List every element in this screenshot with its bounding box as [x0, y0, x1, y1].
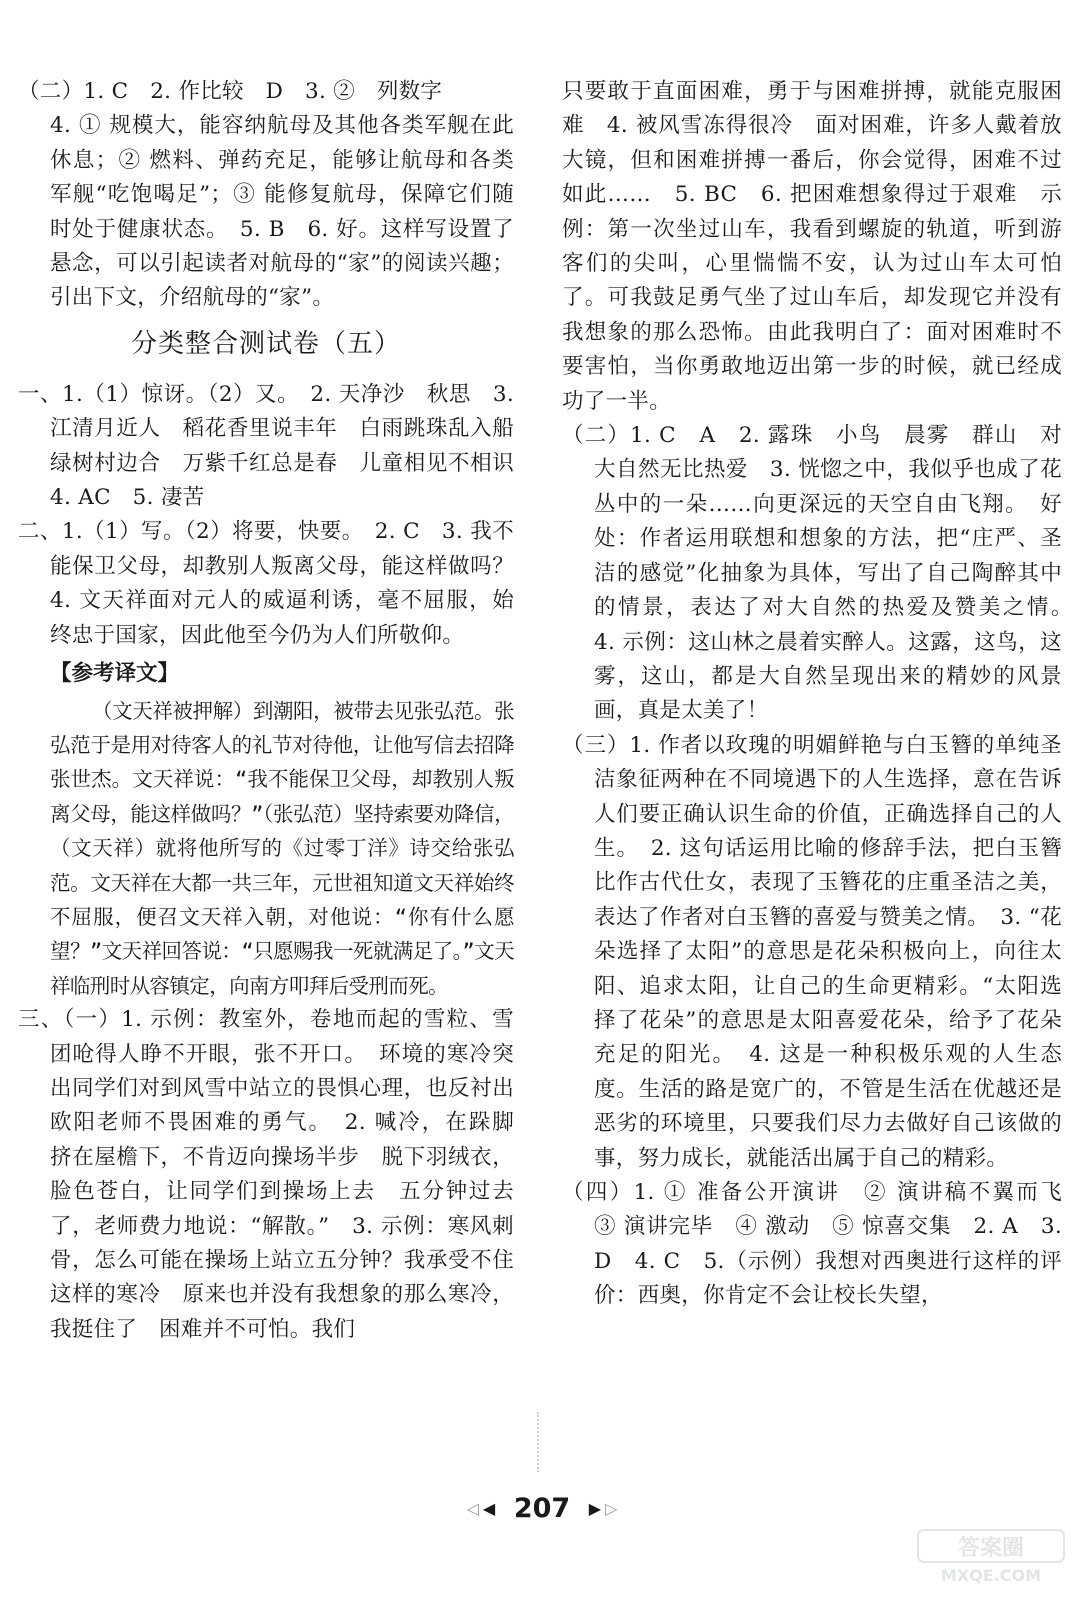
next-arrow-light-icon: ▷ — [605, 1498, 618, 1518]
right-column — [562, 75, 1084, 1314]
answer-paragraph: 4. ① 规模大，能容纳航母及其他各类军舰在此休息；② 燃料、弹药充足，能够让航母和各类军舰“吃饱喝足”；③ 能修复航母，保障它们随时处于健康状态。 5. B 6. 好。这样写设置了悬念，可以引起读者对航母的“家”的阅读兴趣；引出下文，介绍航母的“家”。 — [50, 113, 514, 311]
left-column — [18, 75, 536, 1347]
watermark-top-text: 答案圈 — [957, 1536, 1025, 1561]
answer-line: （二）1. C 2. 作比较 D 3. ② 列数字 — [18, 79, 443, 104]
answer-part-two: 二、1.（1）写。（2）将要，快要。 2. C 3. 我不能保卫父母，却教别人叛离父母，能这样做吗？ 4. 文天祥面对元人的威逼利诱，毫不屈服，始终忠于国家，因此他至今仍为人们所敬仰。 — [18, 519, 536, 648]
section-title: 分类整合测试卷（五） — [130, 328, 401, 359]
reference-translation-heading: 【参考译文】 — [50, 661, 180, 687]
next-arrow-icon: ▶ — [588, 1498, 602, 1518]
page-footer — [0, 1488, 1084, 1528]
page-number: 207 — [513, 1492, 571, 1524]
watermark-bottom-text: MXQE.COM — [940, 1566, 1042, 1585]
reference-translation — [18, 694, 514, 1004]
answer-part-one: 一、1.（1）惊讶。（2）又。 2. 天净沙 秋思 3. 江清月近人 稻花香里说丰年 白雨跳珠乱入船 绿树村边合 万紫千红总是春 儿童相见不相识 4. AC 5. 凄苦 — [18, 381, 536, 511]
answer-part-three: 三、（一）1. 示例：教室外，卷地而起的雪粒、雪团呛得人睁不开眼，张不开口。 环境的寒冷突出同学们对到风雪中站立的畏惧心理，也反衬出欧阳老师不畏困难的勇气。 2. 喊冷，在跺脚 挤在屋檐下，不肯迈向操场半步 脱下羽绒衣，脸色苍白，让同学们到操场上去 五分钟过去了，老师费力地说：“解散。” 3. 示例：寒风刺骨，怎么可能在操场上站立五分钟？我承受不住这样的寒冷 原来也并没有我想象的那么寒冷，我挺住了 困难并不可怕。我们 — [18, 1007, 536, 1342]
answer-subsection-two: （二）1. C A 2. 露珠 小鸟 晨雾 群山 对大自然无比热爱 3. 恍惚之中，我似乎也成了花丛中的一朵……向更深远的天空自由飞翔。 好处：作者运用联想和想象的方法，把“庄严、圣洁的感觉”化抽象为具体，写出了自己陶醉其中的情景，表达了对大自然的热爱及赞美之情。 4. 示例：这山林之晨着实醉人。这露，这鸟，这雾，这山，都是大自然呈现出来的精妙的风景画，真是太美了！ — [562, 423, 1084, 724]
column-divider — [537, 1412, 539, 1472]
answer-continuation: 只要敢于直面困难，勇于与困难拼搏，就能克服困难 4. 被风雪冻得很冷 面对困难，许多人戴着放大镜，但和困难拼搏一番后，你会觉得，困难不过如此…… 5. BC 6. 把困难想象得过于艰难 示例：第一次坐过山车，我看到螺旋的轨道，听到游客们的尖叫，心里惴惴不安，认为过山车太可怕了。可我鼓足勇气坐了过山车后，却发现它并没有我想象的那么恐怖。由此我明白了：面对困难时不要害怕，当你勇敢地迈出第一步的时候，就已经成功了一半。 — [562, 79, 1062, 414]
answer-subsection-three: （三）1. 作者以玫瑰的明媚鲜艳与白玉簪的单纯圣洁象征两种在不同境遇下的人生选择，意在告诉人们要正确认识生命的价值，正确选择自己的人生。 2. 这句话运用比喻的修辞手法，把白玉簪比作古代仕女，表现了玉簪花的庄重圣洁之美，表达了作者对白玉簪的喜爱与赞美之情。 3. “花朵选择了太阳”的意思是花朵积极向上，向往太阳、追求太阳，让自己的生命更精彩。“太阳选择了花朵”的意思是太阳喜爱花朵，给予了花朵充足的阳光。 4. 这是一种积极乐观的人生态度。生活的路是宽广的，不管是生活在优越还是恶劣的环境里，只要我们尽力去做好自己该做的事，努力成长，就能活出属于自己的精彩。 — [562, 732, 1062, 1171]
prev-arrow-light-icon: ◁ — [466, 1498, 479, 1518]
prev-arrow-icon: ◀ — [482, 1498, 496, 1518]
translation-text: （文天祥被押解）到潮阳，被带去见张弘范。张弘范于是用对待客人的礼节对待他，让他写信去招降张世杰。文天祥说：“我不能保卫父母，却教别人叛离父母，能这样做吗？”（张弘范）坚持索要劝降信，（文天祥）就将他所写的《过零丁洋》诗交给张弘范。文天祥在大都一共三年，元世祖知道文天祥始终不屈服，便召文天祥入朝，对他说：“你有什么愿望？”文天祥回答说：“只愿赐我一死就满足了。”文天祥临刑时从容镇定，向南方叩拜后受刑而死。 — [50, 698, 514, 998]
watermark-logo-icon — [916, 1528, 1066, 1586]
answer-subsection-four: （四）1. ① 准备公开演讲 ② 演讲稿不翼而飞 ③ 演讲完毕 ④ 激动 ⑤ 惊喜交集 2. A 3. D 4. C 5.（示例）我想对西奥进行这样的评价：西奥，你肯定不会让校长失望， — [562, 1180, 1084, 1309]
